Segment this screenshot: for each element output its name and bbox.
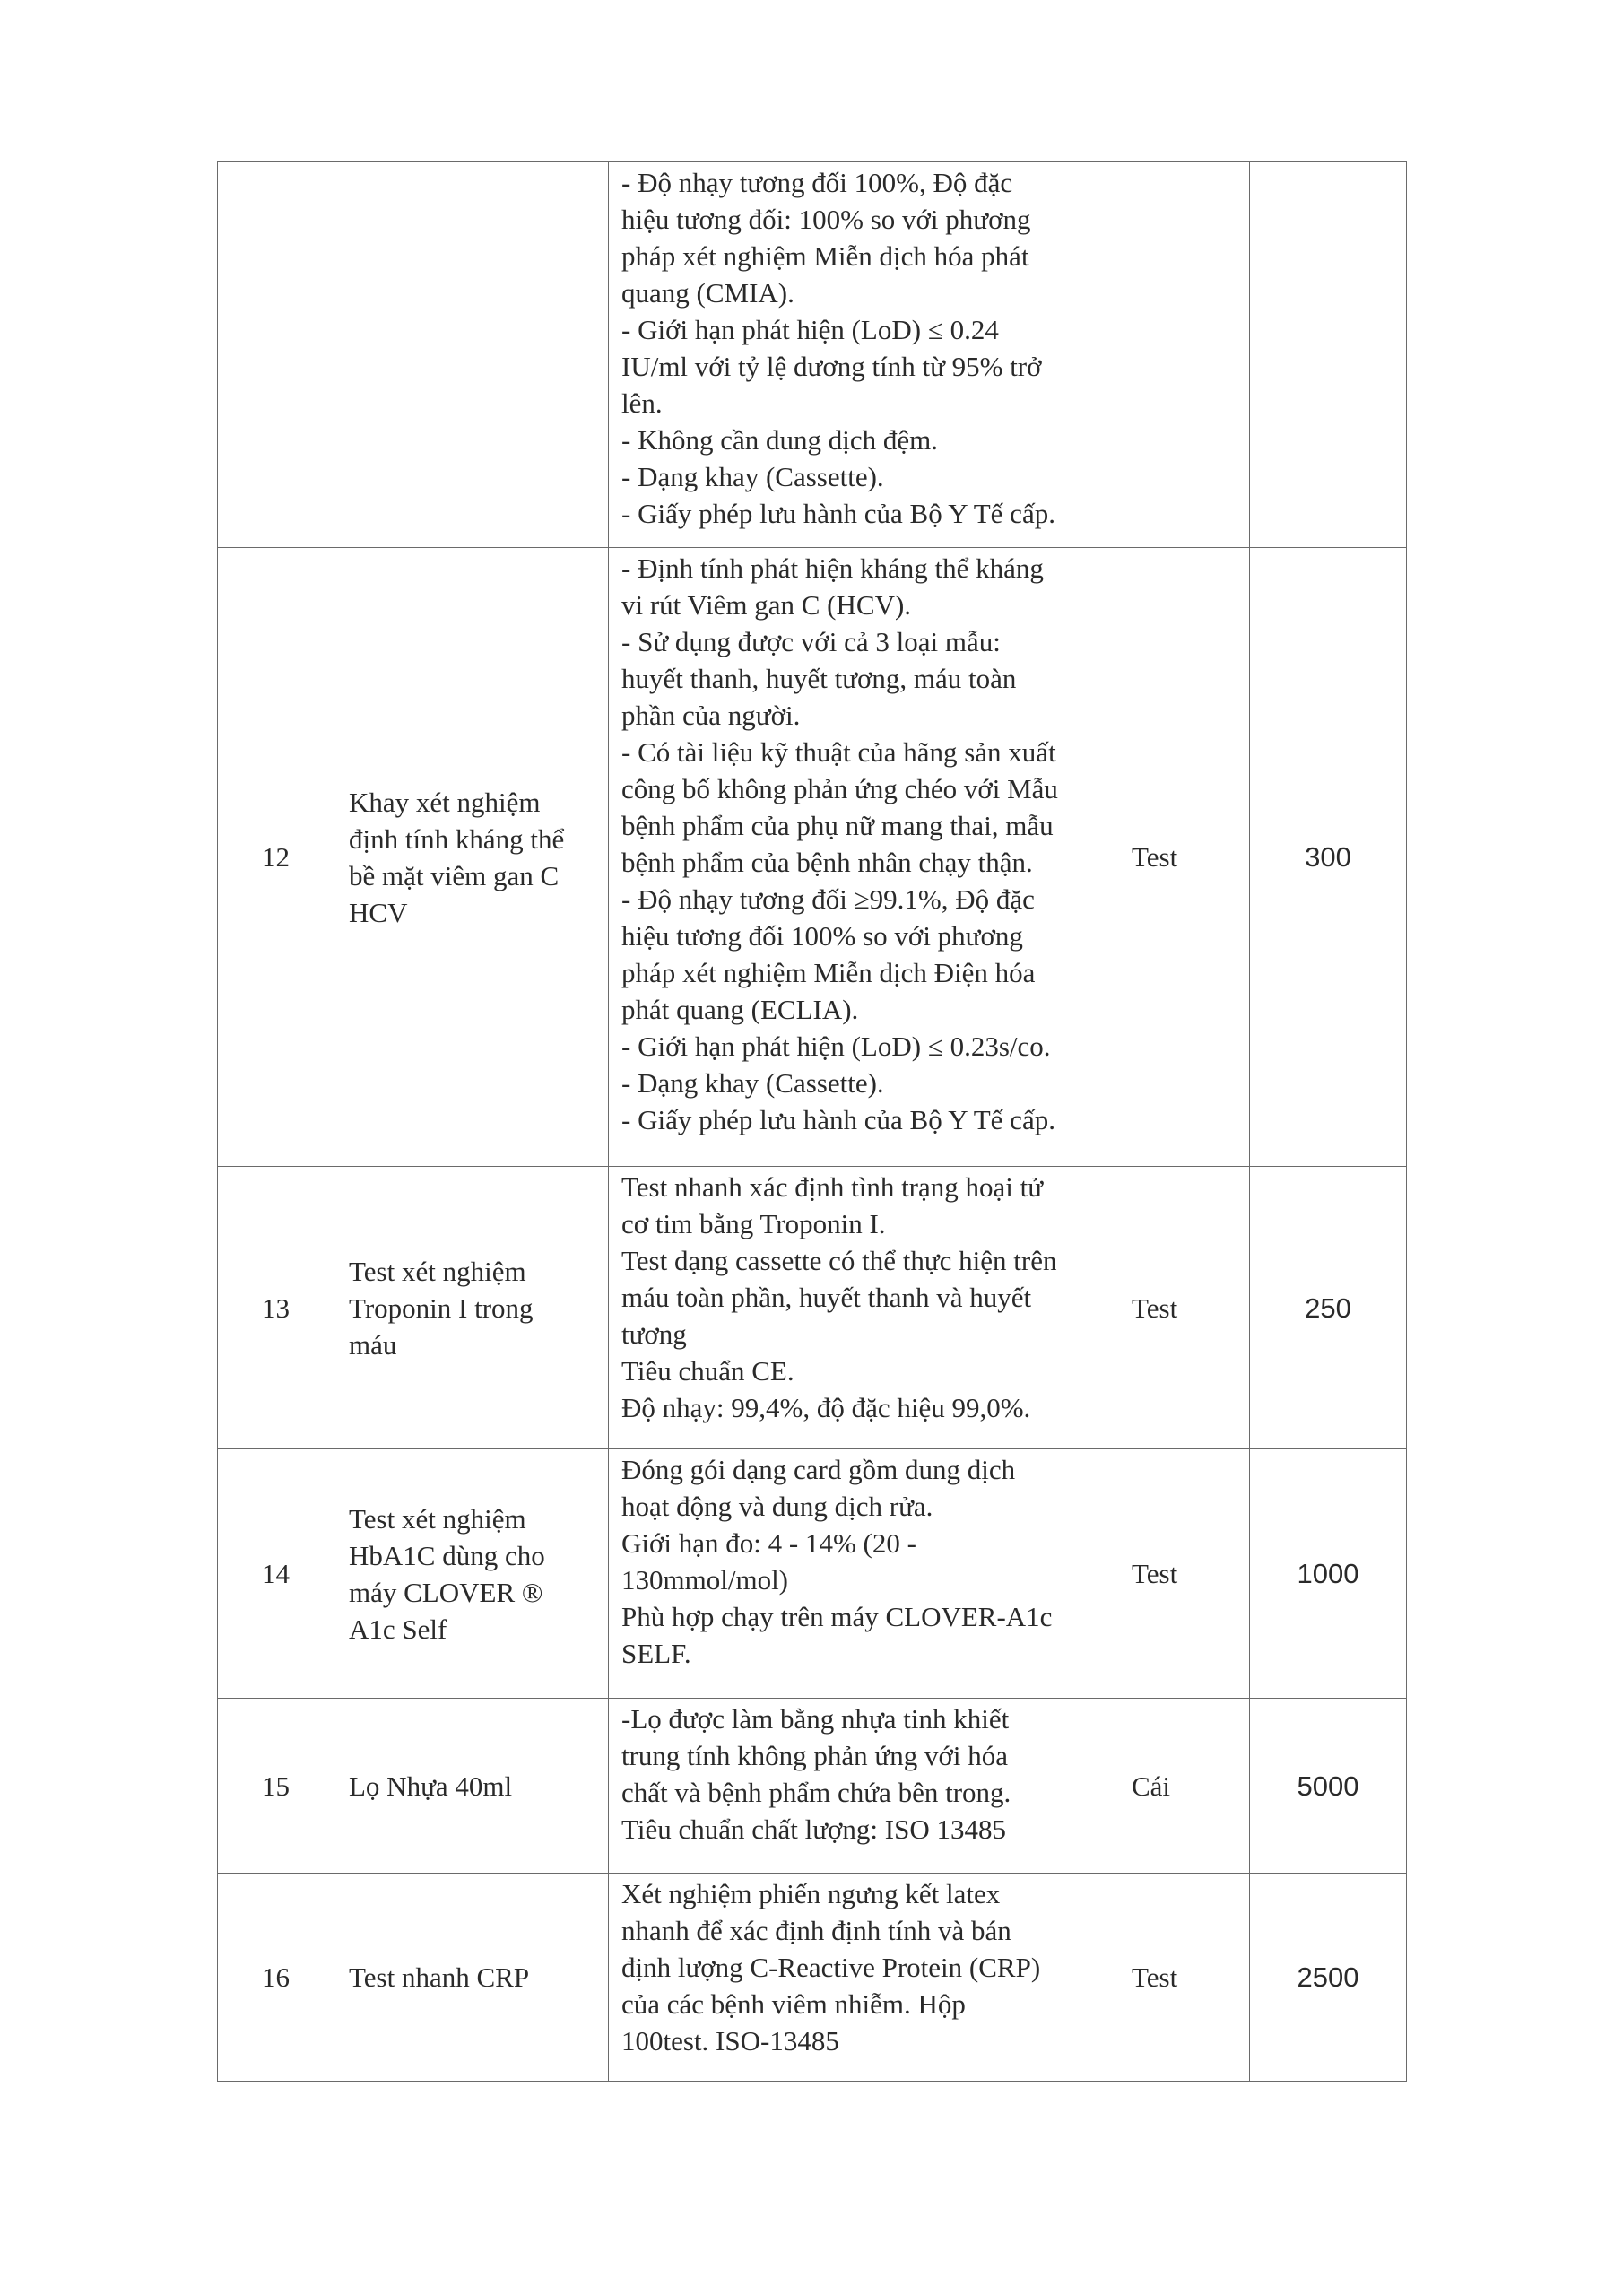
item-unit: Test [1115, 548, 1250, 1167]
item-quantity: 2500 [1250, 1874, 1407, 2082]
table-row [218, 1167, 1407, 1449]
item-quantity: 250 [1250, 1167, 1407, 1449]
item-description: Xét nghiệm phiến ngưng kết latex nhanh để xác định định tính và bán định lượng C-Reactive Protein (CRP) của các bệnh viêm nhiễm. Hộp 100test. ISO-13485 [609, 1874, 1115, 2082]
item-description: Đóng gói dạng card gồm dung dịch hoạt động và dung dịch rửa. Giới hạn đo: 4 - 14% (20 - 130mmol/mol) Phù hợp chạy trên máy CLOVER-A1c SELF. [609, 1449, 1115, 1699]
item-description: Test nhanh xác định tình trạng hoại tử cơ tim bằng Troponin I. Test dạng cassette có thể thực hiện trên máu toàn phần, huyết thanh và huyết tương Tiêu chuẩn CE. Độ nhạy: 99,4%, độ đặc hiệu 99,0%. [609, 1167, 1115, 1449]
item-name [334, 162, 609, 548]
table-row [218, 1449, 1407, 1699]
item-unit: Cái [1115, 1699, 1250, 1874]
table-row [218, 1699, 1407, 1874]
item-quantity: 5000 [1250, 1699, 1407, 1874]
item-quantity: 1000 [1250, 1449, 1407, 1699]
row-number: 12 [218, 548, 334, 1167]
row-number: 16 [218, 1874, 334, 2082]
table-row [218, 1874, 1407, 2082]
item-quantity [1250, 162, 1407, 548]
item-unit [1115, 162, 1250, 548]
item-name: Test xét nghiệm HbA1C dùng cho máy CLOVER ® A1c Self [334, 1449, 609, 1699]
item-description: - Độ nhạy tương đối 100%, Độ đặc hiệu tương đối: 100% so với phương pháp xét nghiệm Miễn dịch hóa phát quang (CMIA). - Giới hạn phát hiện (LoD) ≤ 0.24 IU/ml với tỷ lệ dương tính từ 95% trở lên. - Không cần dung dịch đệm. - Dạng khay (Cassette). - Giấy phép lưu hành của Bộ Y Tế cấp. [609, 162, 1115, 548]
item-name: Test nhanh CRP [334, 1874, 609, 2082]
row-number [218, 162, 334, 548]
item-name: Khay xét nghiệm định tính kháng thể bề mặt viêm gan C HCV [334, 548, 609, 1167]
item-description: -Lọ được làm bằng nhựa tinh khiết trung tính không phản ứng với hóa chất và bệnh phẩm chứa bên trong. Tiêu chuẩn chất lượng: ISO 13485 [609, 1699, 1115, 1874]
item-description: - Định tính phát hiện kháng thể kháng vi rút Viêm gan C (HCV). - Sử dụng được với cả 3 loại mẫu: huyết thanh, huyết tương, máu toàn phần của người. - Có tài liệu kỹ thuật của hãng sản xuất công bố không phản ứng chéo với Mẫu bệnh phẩm của phụ nữ mang thai, mẫu bệnh phẩm của bệnh nhân chạy thận. - Độ nhạy tương đối ≥99.1%, Độ đặc hiệu tương đối 100% so với phương pháp xét nghiệm Miễn dịch Điện hóa phát quang (ECLIA). - Giới hạn phát hiện (LoD) ≤ 0.23s/co. - Dạng khay (Cassette). - Giấy phép lưu hành của Bộ Y Tế cấp. [609, 548, 1115, 1167]
item-name: Test xét nghiệm Troponin I trong máu [334, 1167, 609, 1449]
item-unit: Test [1115, 1167, 1250, 1449]
row-number: 13 [218, 1167, 334, 1449]
row-number: 15 [218, 1699, 334, 1874]
table-row [218, 162, 1407, 548]
table-body [218, 162, 1407, 2082]
row-number: 14 [218, 1449, 334, 1699]
item-unit: Test [1115, 1874, 1250, 2082]
item-quantity: 300 [1250, 548, 1407, 1167]
specification-table [217, 161, 1407, 2082]
item-unit: Test [1115, 1449, 1250, 1699]
table-row [218, 548, 1407, 1167]
item-name: Lọ Nhựa 40ml [334, 1699, 609, 1874]
